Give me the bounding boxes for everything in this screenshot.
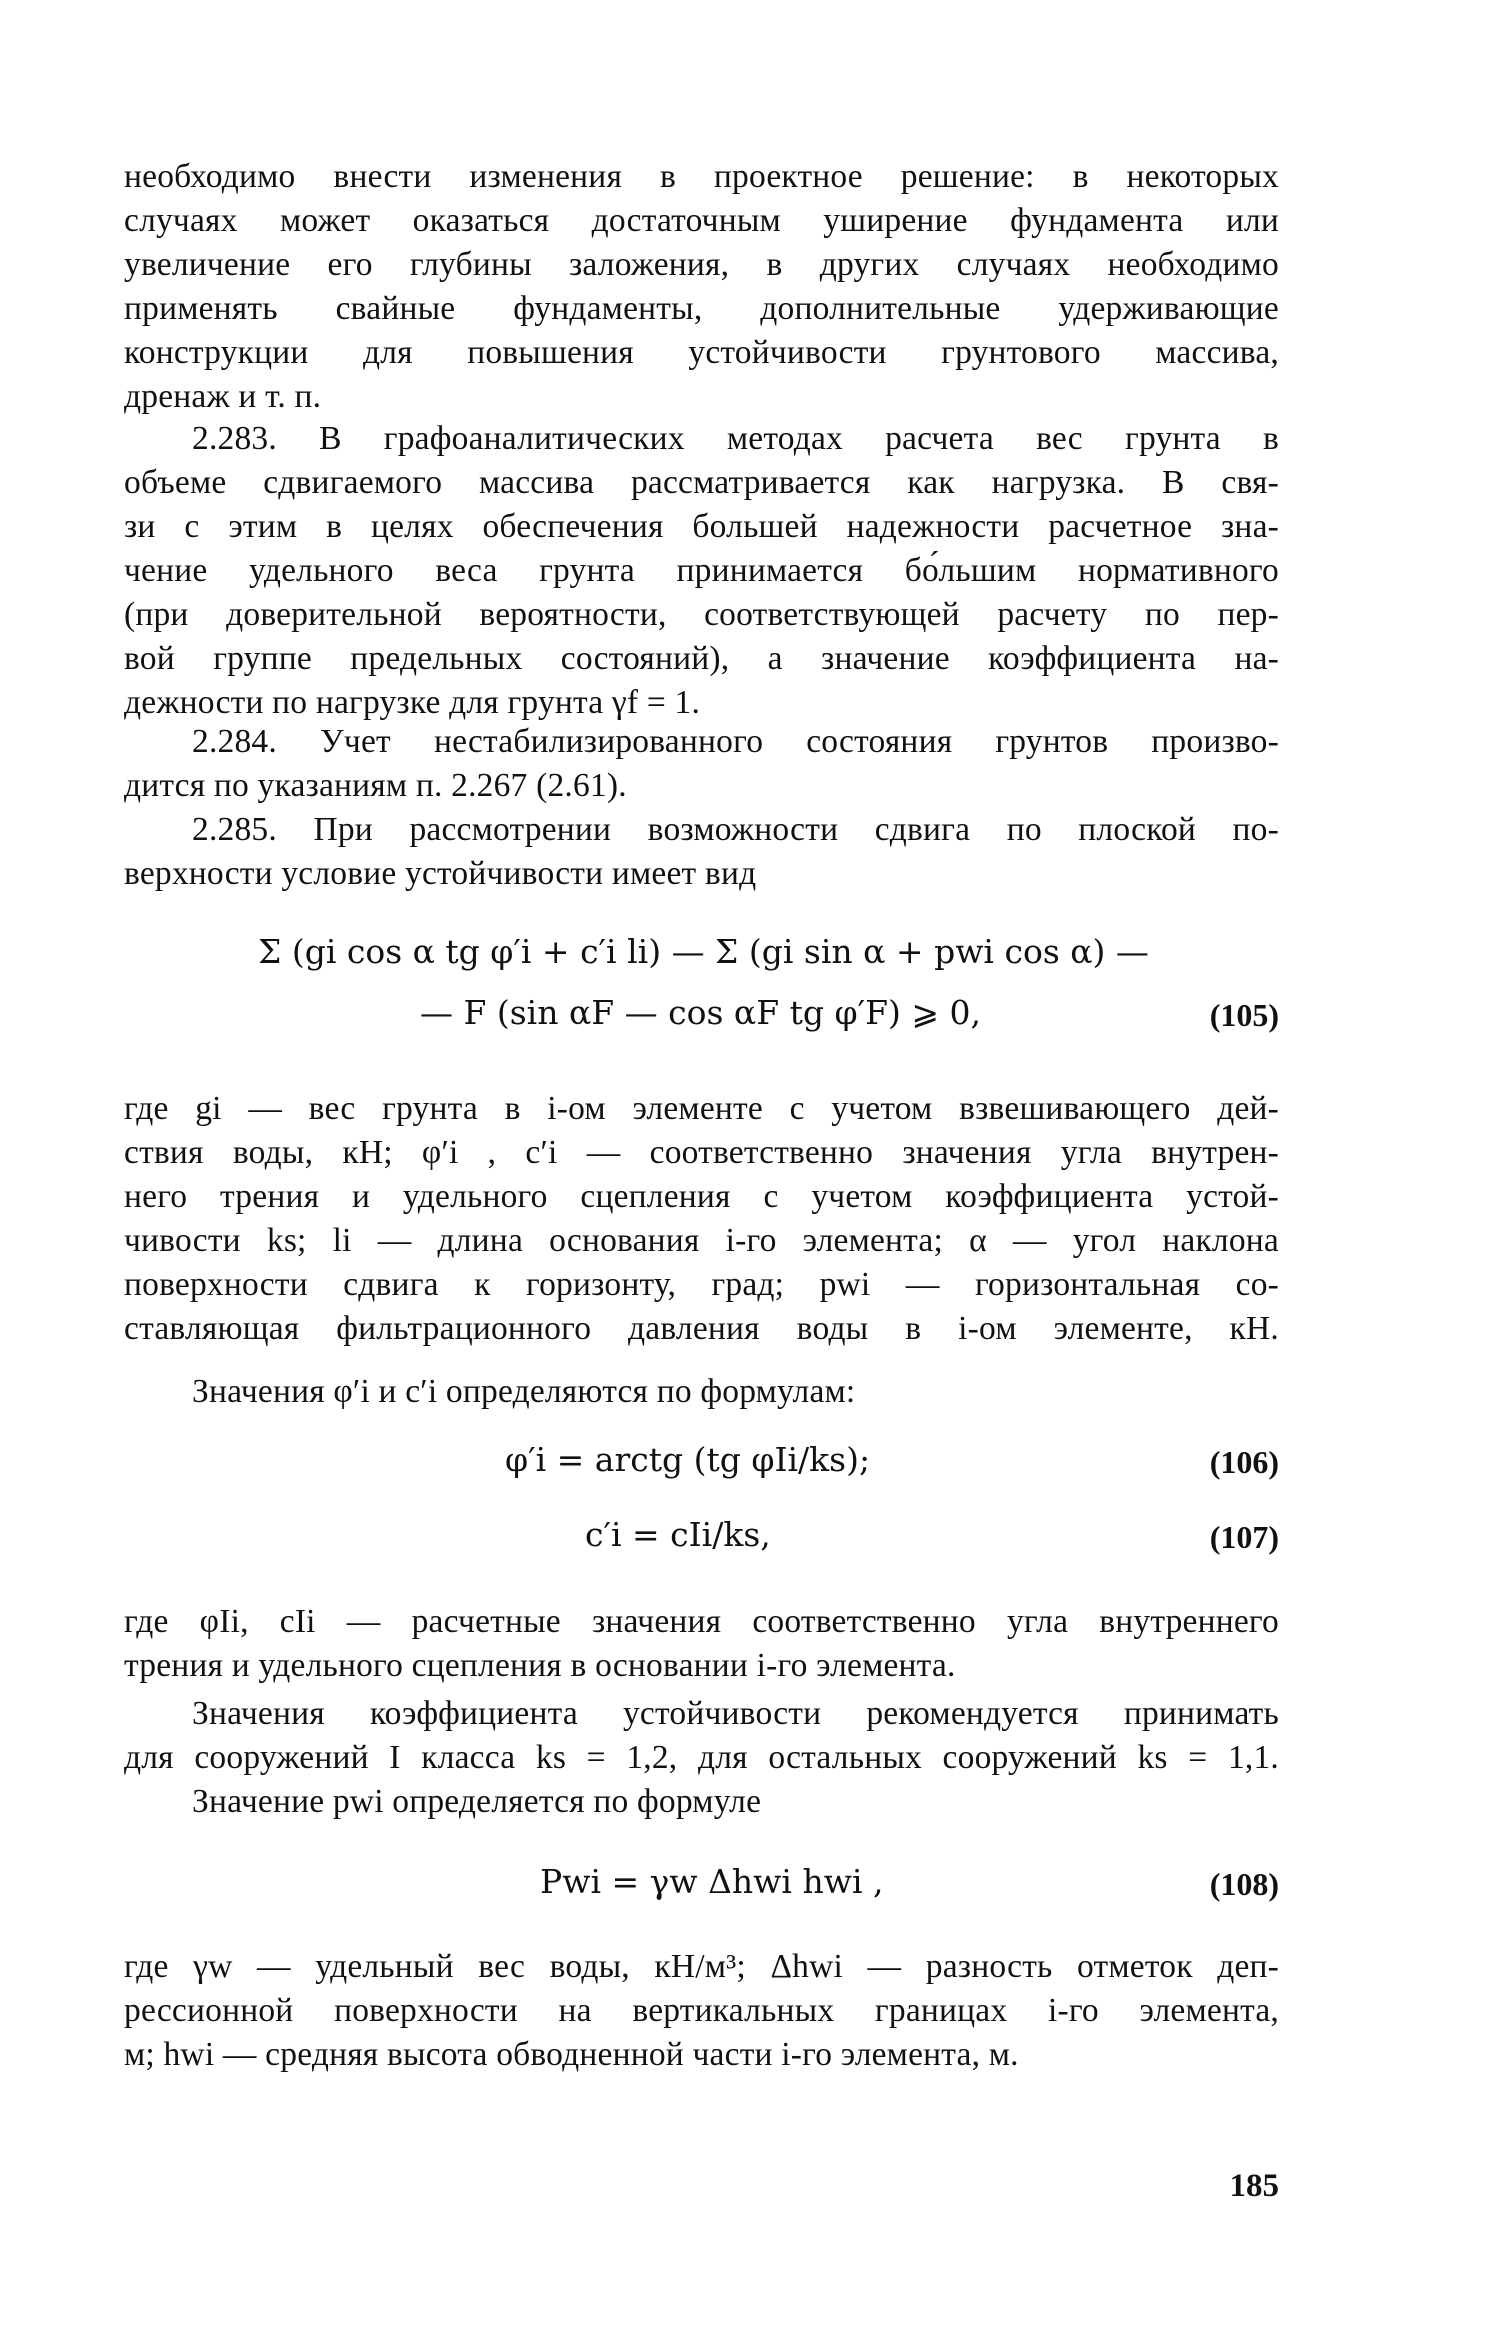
formula-105-line-2: — F (sin αF — cos αF tg φ′F) ⩾ 0, — [420, 993, 981, 1032]
equation-number-108: (108) — [1209, 1866, 1279, 1902]
text-line: чение удельного веса грунта принимается бо́льшим нормативного — [124, 552, 1279, 589]
text-line: чивости ks; li — длина основания i-го элемента; α — угол наклона — [124, 1222, 1279, 1259]
text-line: рессионной поверхности на вертикальных границах i-го элемента, — [124, 1992, 1279, 2029]
where-paragraph-105 — [124, 1087, 1279, 1351]
text-line: случаях может оказаться достаточным уширение фундамента или — [124, 202, 1279, 239]
text-line: дежности по нагрузке для грунта γf = 1. — [124, 684, 701, 721]
coefficient-paragraph — [124, 1692, 1279, 1780]
where-paragraph-108 — [124, 1945, 1279, 2077]
text-line: дится по указаниям п. 2.267 (2.61). — [124, 767, 627, 804]
text-line: Значение pwi определяется по формуле — [192, 1783, 762, 1820]
text-line: Значения φ′i и c′i определяются по формулам: — [192, 1373, 856, 1410]
text-line: увеличение его глубины заложения, в других случаях необходимо — [124, 246, 1279, 283]
text-line: зи с этим в целях обеспечения большей надежности расчетное зна- — [124, 508, 1279, 545]
text-line: 2.283. В графоаналитических методах расчета вес грунта в — [192, 420, 1279, 457]
formula-107: c′i = cIi/ks, — [585, 1515, 771, 1554]
equation-number-105: (105) — [1209, 997, 1279, 1033]
text-line: Значения коэффициента устойчивости рекомендуется принимать — [192, 1695, 1279, 1732]
text-line: дренаж и т. п. — [124, 378, 322, 415]
pwi-intro — [124, 1780, 1279, 1824]
values-intro — [124, 1370, 1279, 1414]
text-line: 2.285. При рассмотрении возможности сдвига по плоской по- — [192, 811, 1279, 848]
text-line: него трения и удельного сцепления с учетом коэффициента устой- — [124, 1178, 1279, 1215]
equation-number-106: (106) — [1209, 1444, 1279, 1480]
page-number: 185 — [1229, 2168, 1279, 2204]
text-line: верхности условие устойчивости имеет вид — [124, 855, 757, 892]
text-line: м; hwi — средняя высота обводненной части i-го элемента, м. — [124, 2036, 1019, 2073]
text-line: конструкции для повышения устойчивости грунтового массива, — [124, 334, 1279, 371]
paragraph-2-285 — [124, 808, 1279, 896]
intro-paragraph — [124, 155, 1279, 419]
paragraph-2-283 — [124, 417, 1279, 725]
text-line: 2.284. Учет нестабилизированного состояния грунтов произво- — [192, 723, 1279, 760]
text-line: где φIi, cIi — расчетные значения соответственно угла внутреннего — [124, 1603, 1279, 1640]
text-line: поверхности сдвига к горизонту, град; pwi — горизонтальная со- — [124, 1266, 1279, 1303]
text-line: применять свайные фундаменты, дополнительные удерживающие — [124, 290, 1279, 327]
formula-106: φ′i = arctg (tg φIi/ks); — [505, 1440, 871, 1479]
text-line: необходимо внести изменения в проектное решение: в некоторых — [124, 158, 1279, 195]
paragraph-2-284 — [124, 720, 1279, 808]
formula-108: Pwi = γw Δhwi hwi , — [540, 1862, 884, 1901]
text-line: трения и удельного сцепления в основании i-го элемента. — [124, 1647, 956, 1684]
text-line: где γw — удельный вес воды, кН/м³; Δhwi — разность отметок деп- — [124, 1948, 1279, 1985]
formula-105-line-1: Σ (gi cos α tg φ′i + c′i li) — Σ (gi sin α + pwi cos α) — — [258, 932, 1149, 971]
text-line: для сооружений I класса ks = 1,2, для остальных сооружений ks = 1,1. — [124, 1739, 1279, 1776]
text-line: ставляющая фильтрационного давления воды в i-ом элементе, кН. — [124, 1310, 1279, 1347]
text-line: объеме сдвигаемого массива рассматривается как нагрузка. В свя- — [124, 464, 1279, 501]
equation-number-107: (107) — [1209, 1519, 1279, 1555]
text-line: где gi — вес грунта в i-ом элементе с учетом взвешивающего дей- — [124, 1090, 1279, 1127]
where-paragraph-107 — [124, 1600, 1279, 1688]
text-line: вой группе предельных состояний), а значение коэффициента на- — [124, 640, 1279, 677]
text-line: ствия воды, кН; φ′i , c′i — соответственно значения угла внутрен- — [124, 1134, 1279, 1171]
text-line: (при доверительной вероятности, соответствующей расчету по пер- — [124, 596, 1279, 633]
